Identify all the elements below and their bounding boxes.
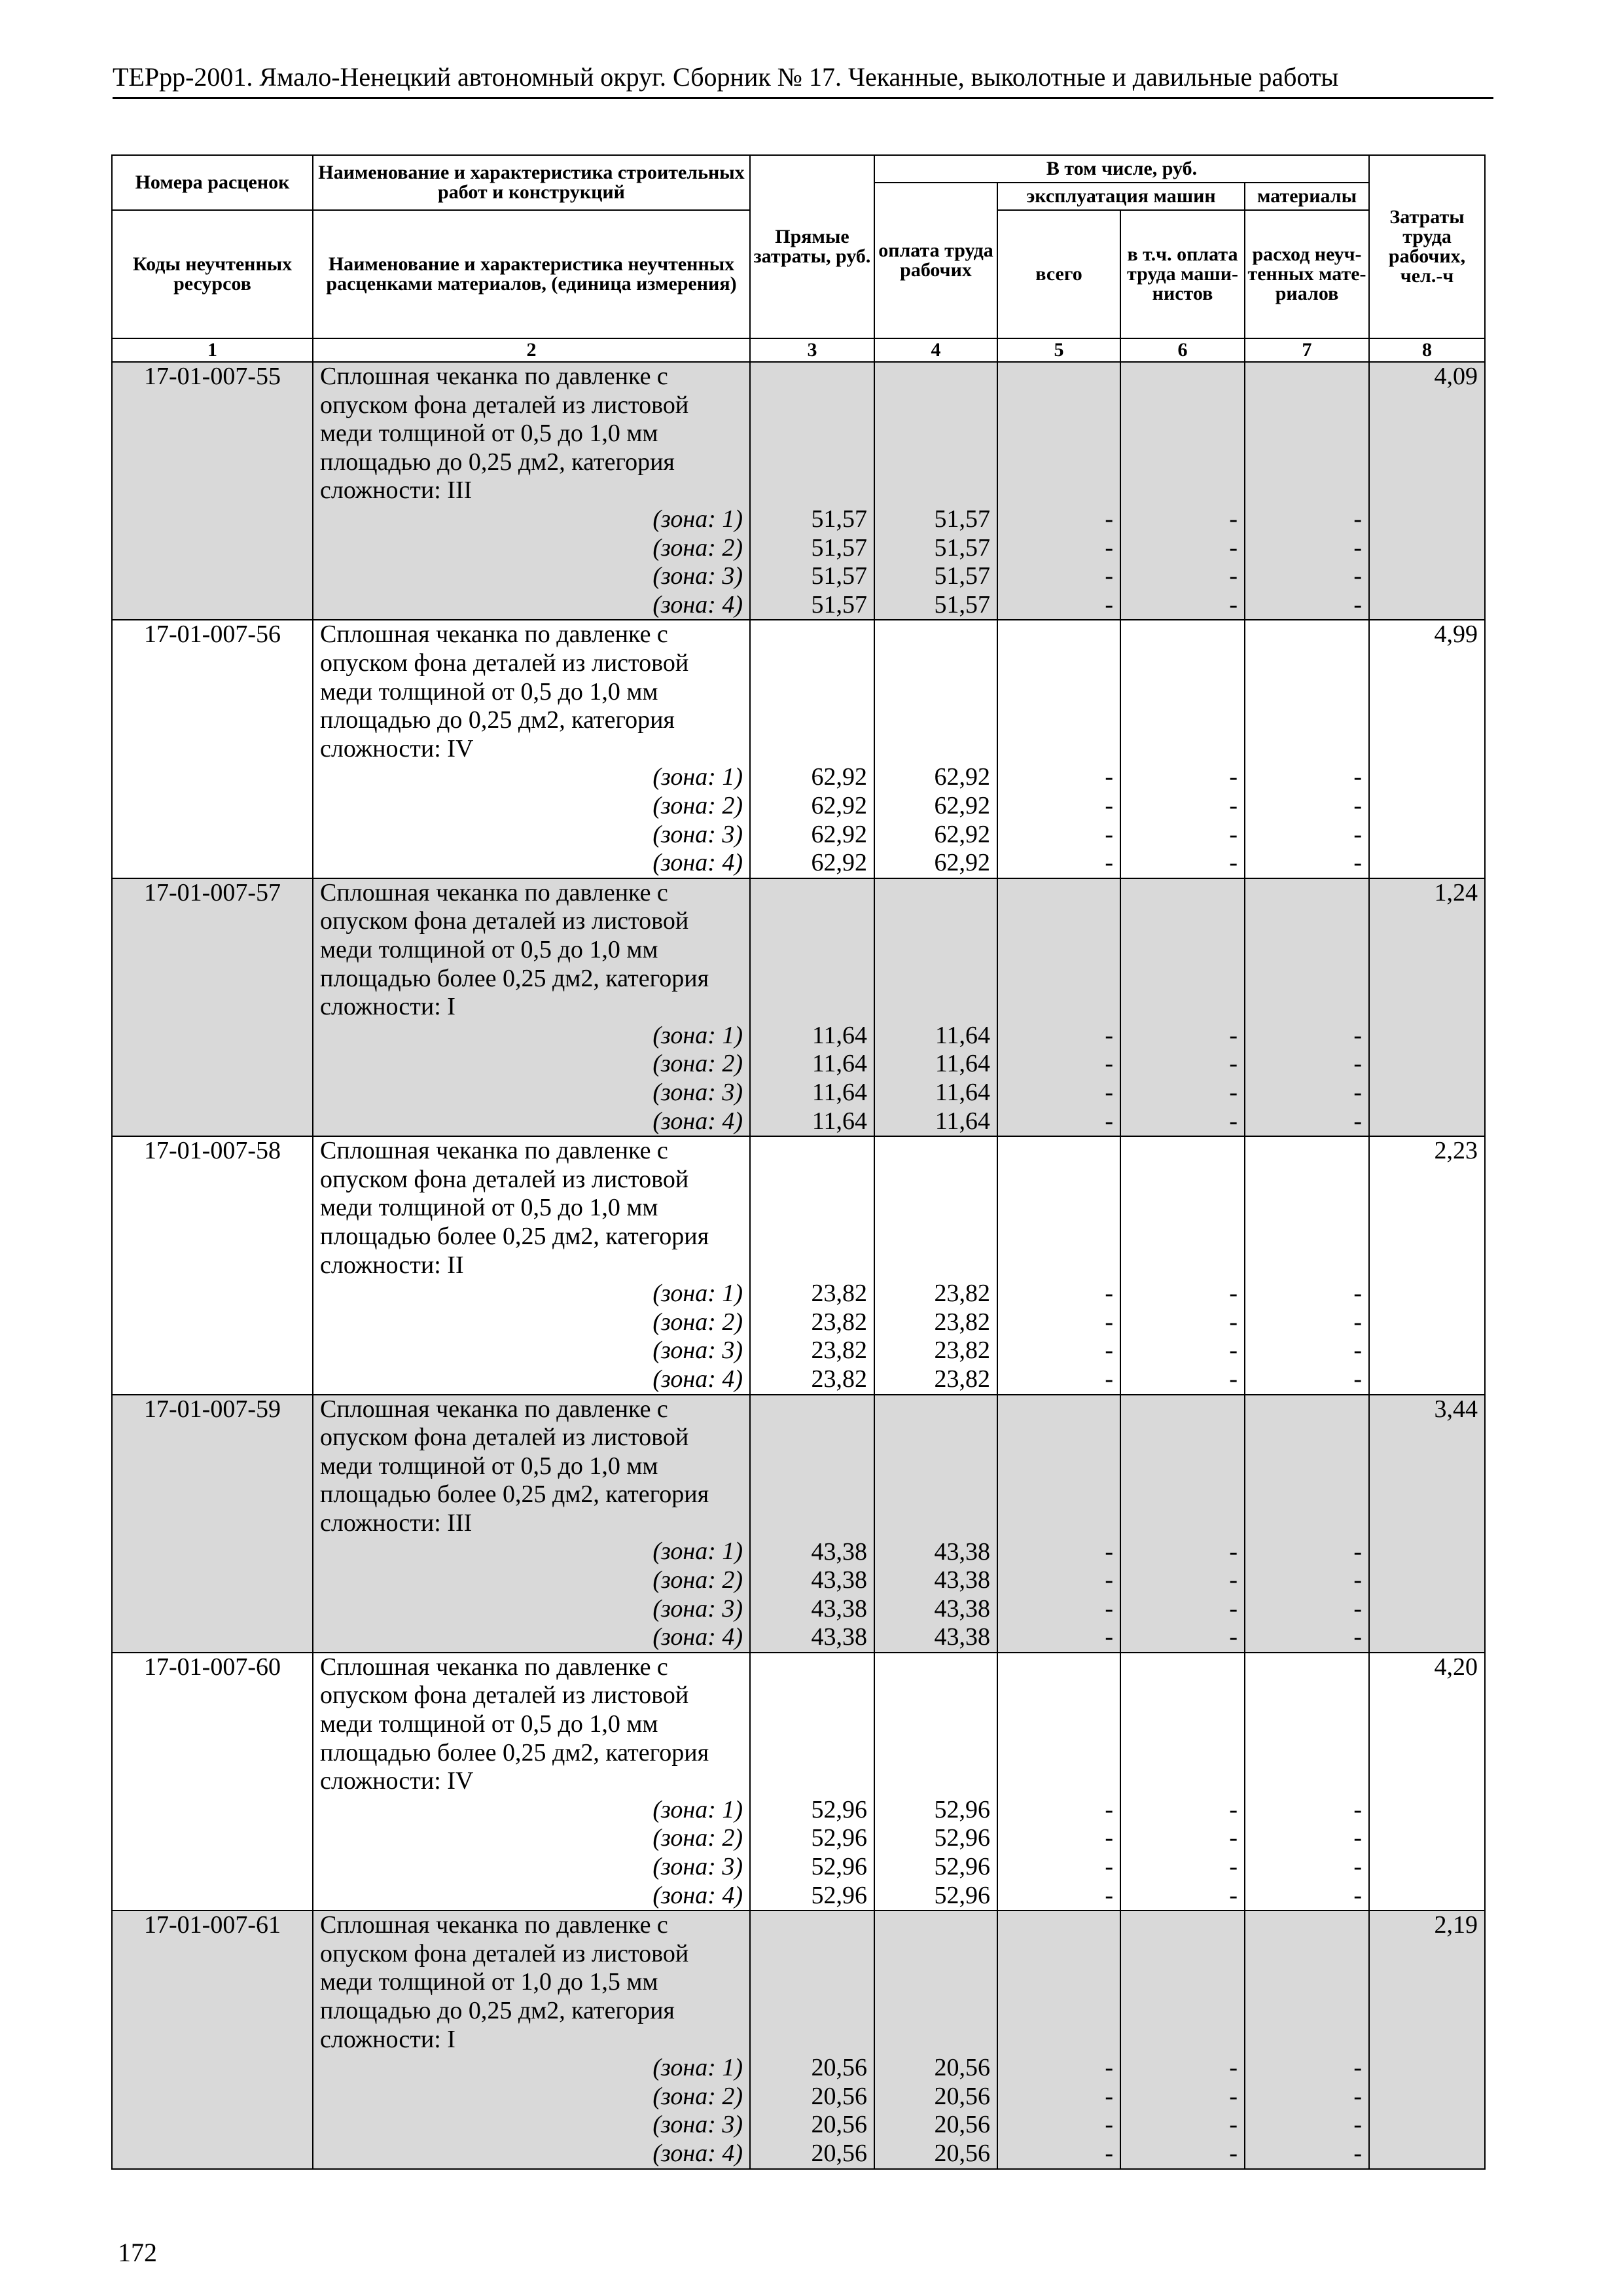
worker-wages-cell: [874, 878, 997, 1136]
zone-label: (зона: 3): [652, 1336, 743, 1365]
worker-wages-cell: [874, 620, 997, 878]
spacer: [875, 1911, 990, 2054]
machines-total-value: -: [1105, 1824, 1113, 1852]
rate-row: [112, 1910, 1485, 2168]
machinist-wages-value: -: [1229, 505, 1238, 533]
column-number: 5: [997, 338, 1120, 362]
spacer: [998, 1137, 1113, 1280]
rate-code: 17-01-007-55: [112, 362, 313, 620]
rate-description: Сплошная чеканка по давленке с опуском фона деталей из листовой меди толщиной от 0,5 до 1,0 мм площадью более 0,25 дм2, категория сложности: III: [320, 1395, 709, 1537]
spacer: [1245, 620, 1362, 763]
rate-row: [112, 1136, 1485, 1394]
spacer: [751, 363, 867, 505]
worker-wages-value: 20,56: [934, 2082, 990, 2110]
header-ekspluatatsiya-mashin: эксплуатация машин: [997, 183, 1245, 210]
rate-description: Сплошная чеканка по давленке с опуском фона деталей из листовой меди толщиной от 0,5 до 1,0 мм площадью более 0,25 дм2, категория сложности: IV: [320, 1653, 709, 1795]
unaccounted-materials-cell: [1245, 362, 1369, 620]
direct-cost-cell: [750, 878, 874, 1136]
machinist-wages-value: -: [1229, 763, 1238, 791]
direct-cost-value: 20,56: [811, 2111, 867, 2139]
direct-cost-value: 20,56: [811, 2054, 867, 2082]
machinist-wages-value: -: [1229, 1623, 1238, 1651]
zone-label: (зона: 4): [652, 1623, 743, 1651]
machines-total-value: -: [1105, 2082, 1113, 2110]
direct-cost-value: 51,57: [811, 590, 867, 619]
page-number: 172: [118, 2238, 157, 2267]
direct-cost-value: 43,38: [811, 1566, 867, 1594]
worker-wages-value: 11,64: [935, 1107, 990, 1135]
column-number: 6: [1120, 338, 1245, 362]
spacer: [751, 879, 867, 1022]
zone-label: (зона: 1): [652, 1537, 743, 1566]
unaccounted-materials-value: -: [1353, 1594, 1363, 1623]
header-naimenovanie: Наименование и характеристика строительных работ и конструкций: [313, 155, 750, 210]
spacer: [998, 363, 1113, 505]
unaccounted-materials-value: -: [1353, 1365, 1363, 1393]
spacer: [1245, 879, 1362, 1022]
machinist-wages-value: -: [1229, 1078, 1238, 1106]
spacer: [751, 1911, 867, 2054]
zone-label: (зона: 4): [652, 1107, 743, 1135]
machines-total-cell: [997, 1136, 1120, 1394]
direct-cost-value: 62,92: [811, 791, 867, 819]
machinist-wages-value: -: [1229, 1336, 1238, 1365]
rate-description-cell: [313, 620, 750, 878]
machines-total-cell: [997, 1653, 1120, 1910]
machinist-wages-value: -: [1229, 562, 1238, 590]
worker-wages-cell: [874, 1136, 997, 1394]
direct-cost-cell: [750, 362, 874, 620]
header-materialy: материалы: [1245, 183, 1369, 210]
worker-wages-cell: [874, 362, 997, 620]
unaccounted-materials-value: -: [1353, 1336, 1363, 1365]
rate-description: Сплошная чеканка по давленке с опуском фона деталей из листовой меди толщиной от 0,5 до 1,0 мм площадью более 0,25 дм2, категория сложности: I: [320, 878, 709, 1021]
machinist-wages-cell: [1120, 1395, 1245, 1653]
machinist-wages-cell: [1120, 362, 1245, 620]
unaccounted-materials-value: -: [1353, 1050, 1363, 1078]
worker-wages-value: 62,92: [934, 820, 990, 848]
worker-wages-value: 11,64: [935, 1078, 990, 1106]
zone-label: (зона: 1): [652, 1021, 743, 1049]
spacer: [751, 1137, 867, 1280]
rate-code: 17-01-007-58: [112, 1136, 313, 1394]
direct-cost-value: 51,57: [811, 505, 867, 533]
spacer: [998, 620, 1113, 763]
unaccounted-materials-value: -: [1353, 763, 1363, 791]
spacer: [1121, 1911, 1238, 2054]
column-number: 2: [313, 338, 750, 362]
zone-label: (зона: 2): [652, 533, 743, 562]
spacer: [1245, 1653, 1362, 1796]
rate-description: Сплошная чеканка по давленке с опуском фона деталей из листовой меди толщиной от 0,5 до 1,0 мм площадью до 0,25 дм2, категория сложности: IV: [320, 620, 689, 762]
spacer: [875, 879, 990, 1022]
direct-cost-value: 11,64: [812, 1078, 867, 1106]
spacer: [1245, 1137, 1362, 1280]
unaccounted-materials-value: -: [1353, 1853, 1363, 1881]
machinist-wages-value: -: [1229, 1280, 1238, 1308]
machines-total-value: -: [1105, 1594, 1113, 1623]
machines-total-value: -: [1105, 562, 1113, 590]
zone-label: (зона: 2): [652, 1824, 743, 1852]
unaccounted-materials-value: -: [1353, 849, 1363, 877]
rate-description-cell: [313, 1653, 750, 1910]
machines-total-value: -: [1105, 1280, 1113, 1308]
labor-hours: 3,44: [1369, 1395, 1485, 1653]
rate-description: Сплошная чеканка по давленке с опуском фона деталей из листовой меди толщиной от 0,5 до 1,0 мм площадью более 0,25 дм2, категория сложности: II: [320, 1137, 709, 1279]
rate-row: [112, 1653, 1485, 1910]
machinist-wages-value: -: [1229, 2140, 1238, 2168]
direct-cost-value: 20,56: [811, 2140, 867, 2168]
worker-wages-value: 11,64: [935, 1021, 990, 1049]
unaccounted-materials-value: -: [1353, 1623, 1363, 1651]
machines-total-value: -: [1105, 590, 1113, 619]
rate-row: [112, 620, 1485, 878]
direct-cost-value: 51,57: [811, 562, 867, 590]
spacer: [751, 1653, 867, 1796]
rates-table: [111, 154, 1486, 2170]
rate-code: 17-01-007-56: [112, 620, 313, 878]
rate-row: [112, 362, 1485, 620]
worker-wages-value: 43,38: [934, 1623, 990, 1651]
unaccounted-materials-value: -: [1353, 2082, 1363, 2110]
rate-description-cell: [313, 1136, 750, 1394]
rate-description-cell: [313, 1910, 750, 2168]
zone-label: (зона: 1): [652, 763, 743, 791]
machines-total-cell: [997, 1395, 1120, 1653]
direct-cost-value: 23,82: [811, 1336, 867, 1365]
rate-description-cell: [313, 1395, 750, 1653]
zone-label: (зона: 1): [652, 1795, 743, 1823]
header-raskhod-materialov: расход неуч-тенных мате-риалов: [1245, 210, 1369, 338]
machinist-wages-value: -: [1229, 791, 1238, 819]
unaccounted-materials-value: -: [1353, 590, 1363, 619]
direct-cost-value: 52,96: [811, 1853, 867, 1881]
machines-total-value: -: [1105, 1795, 1113, 1823]
column-number-row: [112, 338, 1485, 362]
zone-label: (зона: 2): [652, 2082, 743, 2110]
column-number: 7: [1245, 338, 1369, 362]
header-oplata-mashinistov: в т.ч. оплата труда маши-нистов: [1120, 210, 1245, 338]
machinist-wages-value: -: [1229, 1824, 1238, 1852]
machinist-wages-cell: [1120, 620, 1245, 878]
labor-hours: 1,24: [1369, 878, 1485, 1136]
labor-hours: 4,20: [1369, 1653, 1485, 1910]
direct-cost-value: 11,64: [812, 1107, 867, 1135]
zone-label: (зона: 2): [652, 1566, 743, 1594]
machines-total-cell: [997, 1910, 1120, 2168]
spacer: [875, 1653, 990, 1796]
machinist-wages-value: -: [1229, 590, 1238, 619]
column-number: 4: [874, 338, 997, 362]
machines-total-value: -: [1105, 1566, 1113, 1594]
header-nomera-rastsenok: Номера расценок: [112, 155, 313, 210]
worker-wages-value: 51,57: [934, 562, 990, 590]
spacer: [998, 1911, 1113, 2054]
machinist-wages-cell: [1120, 1910, 1245, 2168]
machines-total-value: -: [1105, 820, 1113, 848]
direct-cost-value: 43,38: [811, 1623, 867, 1651]
worker-wages-value: 51,57: [934, 590, 990, 619]
machinist-wages-value: -: [1229, 1308, 1238, 1336]
direct-cost-value: 62,92: [811, 849, 867, 877]
worker-wages-value: 51,57: [934, 505, 990, 533]
direct-cost-value: 43,38: [811, 1594, 867, 1623]
spacer: [998, 1395, 1113, 1538]
worker-wages-value: 43,38: [934, 1537, 990, 1566]
spacer: [998, 1653, 1113, 1796]
machinist-wages-value: -: [1229, 1107, 1238, 1135]
unaccounted-materials-value: -: [1353, 533, 1363, 562]
header-oplata-truda: оплата труда рабочих: [874, 183, 997, 338]
direct-cost-cell: [750, 1910, 874, 2168]
unaccounted-materials-value: -: [1353, 1280, 1363, 1308]
machines-total-value: -: [1105, 1336, 1113, 1365]
machinist-wages-cell: [1120, 1653, 1245, 1910]
machines-total-value: -: [1105, 791, 1113, 819]
direct-cost-value: 23,82: [811, 1280, 867, 1308]
unaccounted-materials-value: -: [1353, 1566, 1363, 1594]
direct-cost-value: 23,82: [811, 1308, 867, 1336]
rate-description-cell: [313, 878, 750, 1136]
unaccounted-materials-value: -: [1353, 1537, 1363, 1566]
rate-code: 17-01-007-61: [112, 1910, 313, 2168]
unaccounted-materials-cell: [1245, 1653, 1369, 1910]
machinist-wages-value: -: [1229, 2111, 1238, 2139]
spacer: [1245, 1395, 1362, 1538]
machines-total-value: -: [1105, 2140, 1113, 2168]
rate-code: 17-01-007-60: [112, 1653, 313, 1910]
header-v-tom-chisle: В том числе, руб.: [874, 155, 1369, 183]
header-kody-resursov: Коды неучтенных ресурсов: [112, 210, 313, 338]
unaccounted-materials-value: -: [1353, 2111, 1363, 2139]
spacer: [875, 620, 990, 763]
machinist-wages-value: -: [1229, 1566, 1238, 1594]
zone-label: (зона: 3): [652, 1853, 743, 1881]
spacer: [1121, 879, 1238, 1022]
worker-wages-value: 52,96: [934, 1795, 990, 1823]
header-pryamye-zatraty: Прямые затраты, руб.: [750, 155, 874, 338]
rate-description: Сплошная чеканка по давленке с опуском фона деталей из листовой меди толщиной от 0,5 до 1,0 мм площадью до 0,25 дм2, категория сложности: III: [320, 363, 689, 505]
direct-cost-value: 52,96: [811, 1824, 867, 1852]
direct-cost-value: 62,92: [811, 820, 867, 848]
zone-label: (зона: 1): [652, 505, 743, 533]
direct-cost-value: 20,56: [811, 2082, 867, 2110]
worker-wages-value: 20,56: [934, 2111, 990, 2139]
direct-cost-value: 23,82: [811, 1365, 867, 1393]
worker-wages-value: 52,96: [934, 1853, 990, 1881]
machinist-wages-value: -: [1229, 820, 1238, 848]
unaccounted-materials-value: -: [1353, 1881, 1363, 1909]
zone-label: (зона: 4): [652, 590, 743, 619]
spacer: [875, 363, 990, 505]
worker-wages-value: 23,82: [934, 1336, 990, 1365]
worker-wages-cell: [874, 1653, 997, 1910]
unaccounted-materials-value: -: [1353, 1078, 1363, 1106]
machinist-wages-cell: [1120, 878, 1245, 1136]
unaccounted-materials-value: -: [1353, 1308, 1363, 1336]
worker-wages-value: 23,82: [934, 1365, 990, 1393]
machinist-wages-value: -: [1229, 533, 1238, 562]
unaccounted-materials-value: -: [1353, 2140, 1363, 2168]
zone-label: (зона: 1): [652, 2054, 743, 2082]
direct-cost-value: 43,38: [811, 1537, 867, 1566]
machinist-wages-value: -: [1229, 1881, 1238, 1909]
worker-wages-cell: [874, 1395, 997, 1653]
rate-code: 17-01-007-59: [112, 1395, 313, 1653]
machines-total-value: -: [1105, 1021, 1113, 1049]
running-header: ТЕРрр-2001. Ямало-Ненецкий автономный округ. Сборник № 17. Чеканные, выколотные и давильные работы: [113, 60, 1493, 99]
machines-total-value: -: [1105, 1365, 1113, 1393]
worker-wages-value: 52,96: [934, 1881, 990, 1909]
machinist-wages-value: -: [1229, 2082, 1238, 2110]
zone-label: (зона: 4): [652, 2140, 743, 2167]
machines-total-value: -: [1105, 2111, 1113, 2139]
rate-row: [112, 878, 1485, 1136]
spacer: [875, 1137, 990, 1280]
zone-label: (зона: 3): [652, 1594, 743, 1623]
worker-wages-value: 43,38: [934, 1566, 990, 1594]
unaccounted-materials-value: -: [1353, 1107, 1363, 1135]
worker-wages-value: 62,92: [934, 763, 990, 791]
zone-label: (зона: 2): [652, 1050, 743, 1078]
worker-wages-value: 62,92: [934, 849, 990, 877]
direct-cost-cell: [750, 1653, 874, 1910]
machines-total-value: -: [1105, 505, 1113, 533]
machines-total-value: -: [1105, 1881, 1113, 1909]
machinist-wages-cell: [1120, 1136, 1245, 1394]
header-naimenovanie-neuchtennykh: Наименование и характеристика неучтенных расценками материалов, (единица измерения): [313, 210, 750, 338]
machines-total-value: -: [1105, 533, 1113, 562]
direct-cost-cell: [750, 1395, 874, 1653]
worker-wages-value: 43,38: [934, 1594, 990, 1623]
zone-label: (зона: 2): [652, 791, 743, 819]
zone-label: (зона: 3): [652, 2111, 743, 2139]
labor-hours: 2,23: [1369, 1136, 1485, 1394]
spacer: [1121, 363, 1238, 505]
worker-wages-value: 20,56: [934, 2140, 990, 2168]
column-number: 8: [1369, 338, 1485, 362]
column-number: 3: [750, 338, 874, 362]
unaccounted-materials-value: -: [1353, 1795, 1363, 1823]
header-zatraty-truda: Затраты труда рабочих, чел.-ч: [1369, 155, 1485, 338]
unaccounted-materials-value: -: [1353, 1824, 1363, 1852]
worker-wages-value: 23,82: [934, 1308, 990, 1336]
spacer: [1121, 1137, 1238, 1280]
worker-wages-value: 51,57: [934, 533, 990, 562]
rate-code: 17-01-007-57: [112, 878, 313, 1136]
direct-cost-value: 11,64: [812, 1050, 867, 1078]
worker-wages-value: 62,92: [934, 791, 990, 819]
unaccounted-materials-cell: [1245, 620, 1369, 878]
machinist-wages-value: -: [1229, 2054, 1238, 2082]
machines-total-value: -: [1105, 1537, 1113, 1566]
unaccounted-materials-cell: [1245, 1395, 1369, 1653]
direct-cost-value: 52,96: [811, 1795, 867, 1823]
direct-cost-cell: [750, 1136, 874, 1394]
zone-label: (зона: 1): [652, 1280, 743, 1308]
machinist-wages-value: -: [1229, 1594, 1238, 1623]
machines-total-value: -: [1105, 2054, 1113, 2082]
spacer: [1245, 363, 1362, 505]
labor-hours: 2,19: [1369, 1910, 1485, 2168]
header-vsego: всего: [997, 210, 1120, 338]
machinist-wages-value: -: [1229, 1021, 1238, 1049]
direct-cost-cell: [750, 620, 874, 878]
worker-wages-cell: [874, 1910, 997, 2168]
labor-hours: 4,09: [1369, 362, 1485, 620]
worker-wages-value: 52,96: [934, 1824, 990, 1852]
spacer: [751, 620, 867, 763]
machines-total-value: -: [1105, 1107, 1113, 1135]
spacer: [1121, 1395, 1238, 1538]
machines-total-cell: [997, 878, 1120, 1136]
spacer: [1121, 1653, 1238, 1796]
zone-label: (зона: 4): [652, 1881, 743, 1909]
rate-row: [112, 1395, 1485, 1653]
zone-label: (зона: 3): [652, 820, 743, 848]
spacer: [875, 1395, 990, 1538]
unaccounted-materials-cell: [1245, 1136, 1369, 1394]
machines-total-cell: [997, 620, 1120, 878]
machines-total-value: -: [1105, 763, 1113, 791]
unaccounted-materials-cell: [1245, 1910, 1369, 2168]
rate-description-cell: [313, 362, 750, 620]
machinist-wages-value: -: [1229, 1050, 1238, 1078]
worker-wages-value: 11,64: [935, 1050, 990, 1078]
worker-wages-value: 23,82: [934, 1280, 990, 1308]
machinist-wages-value: -: [1229, 849, 1238, 877]
worker-wages-value: 20,56: [934, 2054, 990, 2082]
direct-cost-value: 52,96: [811, 1881, 867, 1909]
spacer: [998, 879, 1113, 1022]
unaccounted-materials-value: -: [1353, 505, 1363, 533]
machinist-wages-value: -: [1229, 1365, 1238, 1393]
machines-total-value: -: [1105, 1050, 1113, 1078]
machinist-wages-value: -: [1229, 1853, 1238, 1881]
unaccounted-materials-cell: [1245, 878, 1369, 1136]
unaccounted-materials-value: -: [1353, 791, 1363, 819]
zone-label: (зона: 4): [652, 1365, 743, 1393]
direct-cost-value: 62,92: [811, 763, 867, 791]
column-number: 1: [112, 338, 313, 362]
machines-total-cell: [997, 362, 1120, 620]
machines-total-value: -: [1105, 1853, 1113, 1881]
machines-total-value: -: [1105, 1308, 1113, 1336]
rate-description: Сплошная чеканка по давленке с опуском фона деталей из листовой меди толщиной от 1,0 до 1,5 мм площадью до 0,25 дм2, категория сложности: I: [320, 1911, 689, 2053]
unaccounted-materials-value: -: [1353, 820, 1363, 848]
zone-label: (зона: 3): [652, 562, 743, 590]
zone-label: (зона: 4): [652, 849, 743, 877]
direct-cost-value: 51,57: [811, 533, 867, 562]
spacer: [751, 1395, 867, 1538]
machines-total-value: -: [1105, 1623, 1113, 1651]
unaccounted-materials-value: -: [1353, 2054, 1363, 2082]
labor-hours: 4,99: [1369, 620, 1485, 878]
machinist-wages-value: -: [1229, 1537, 1238, 1566]
unaccounted-materials-value: -: [1353, 562, 1363, 590]
zone-label: (зона: 2): [652, 1308, 743, 1336]
unaccounted-materials-value: -: [1353, 1021, 1363, 1049]
direct-cost-value: 11,64: [812, 1021, 867, 1049]
spacer: [1121, 620, 1238, 763]
zone-label: (зона: 3): [652, 1078, 743, 1106]
machinist-wages-value: -: [1229, 1795, 1238, 1823]
machines-total-value: -: [1105, 849, 1113, 877]
spacer: [1245, 1911, 1362, 2054]
machines-total-value: -: [1105, 1078, 1113, 1106]
